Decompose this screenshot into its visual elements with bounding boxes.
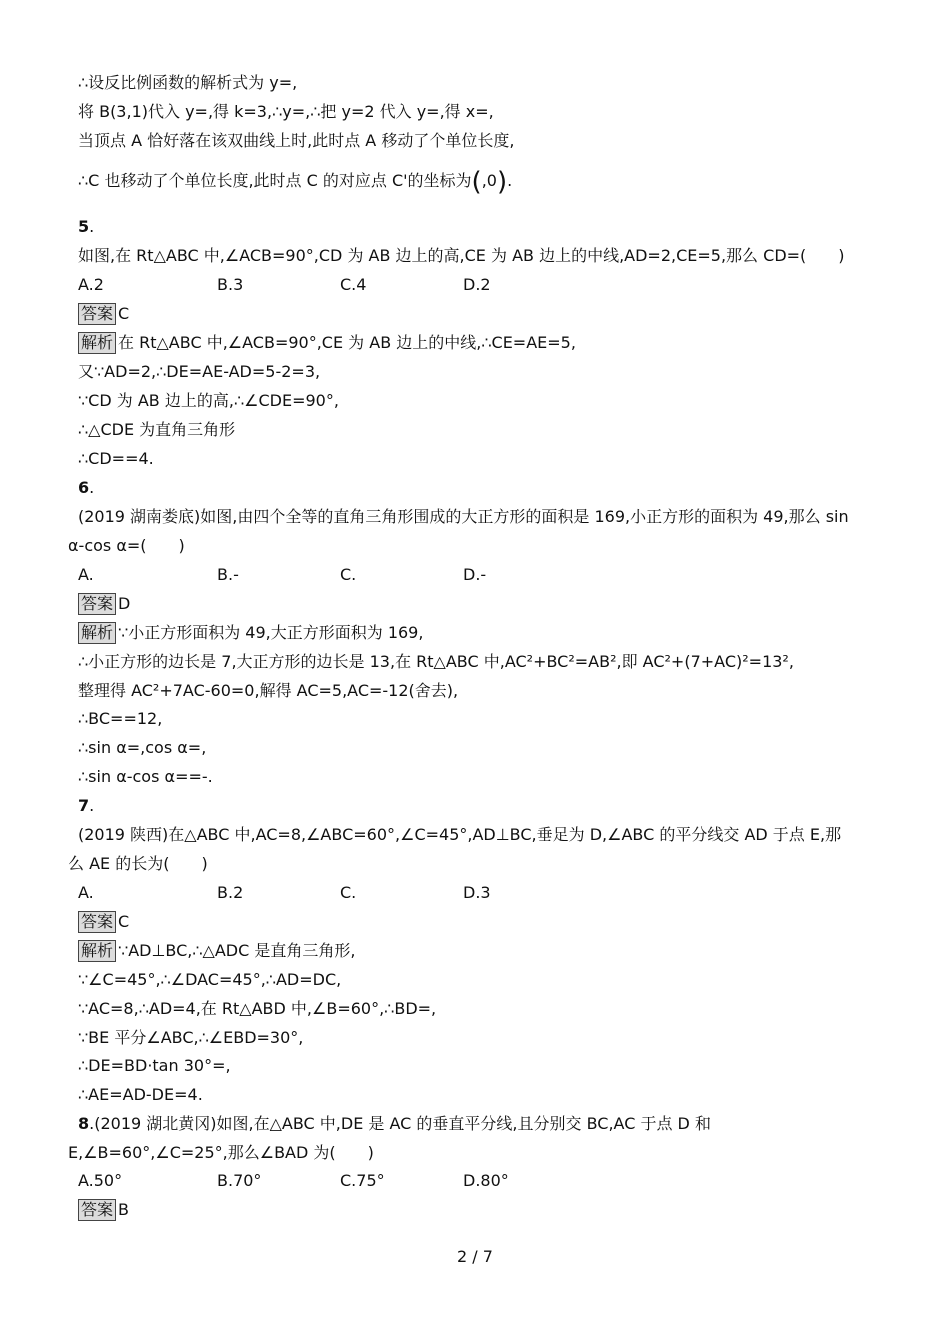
text-segment: ,0 bbox=[481, 171, 497, 190]
solution-line: ∵BE 平分∠ABC,∴∠EBD=30°, bbox=[78, 1028, 304, 1047]
analysis-line bbox=[78, 332, 576, 354]
question-stem-cont: 么 AE 的长为( ) bbox=[68, 854, 208, 873]
page-number: 2 / 7 bbox=[457, 1247, 493, 1266]
option-d: D.2 bbox=[463, 275, 491, 294]
question-number: 5. bbox=[78, 217, 95, 236]
solution-line: ∴AE=AD-DE=4. bbox=[78, 1085, 203, 1104]
solution-line: ∴BC==12, bbox=[78, 709, 163, 728]
paren-open: ( bbox=[471, 167, 482, 197]
analysis-line bbox=[78, 622, 423, 644]
option-c: C.75° bbox=[340, 1171, 385, 1190]
answer-value: B bbox=[118, 1200, 129, 1219]
solution-line: ∵小正方形面积为 49,大正方形面积为 169, bbox=[118, 623, 424, 642]
question-number: 8 bbox=[78, 1114, 90, 1133]
solution-line: ∴DE=BD·tan 30°=, bbox=[78, 1056, 231, 1075]
analysis-tag: 解析 bbox=[78, 622, 116, 644]
answer-line bbox=[78, 303, 129, 325]
text-segment: ∴C 也移动了个单位长度,此时点 C 的对应点 C'的坐标为 bbox=[78, 171, 472, 190]
paren-close: ) bbox=[496, 167, 508, 197]
question-stem: 如图,在 Rt△ABC 中,∠ACB=90°,CD 为 AB 边上的高,CE 为 AB 边上的中线,AD=2,CE=5,那么 CD=( ) bbox=[78, 246, 845, 265]
answer-tag: 答案 bbox=[78, 1199, 116, 1221]
question-stem bbox=[78, 1113, 711, 1135]
option-a: A. bbox=[78, 883, 94, 902]
solution-line: ∴小正方形的边长是 7,大正方形的边长是 13,在 Rt△ABC 中,AC²+BC²=AB²,即 AC²+(7+AC)²=13², bbox=[78, 652, 794, 671]
answer-line bbox=[78, 911, 129, 933]
solution-line: ∴sin α=,cos α=, bbox=[78, 738, 207, 757]
question-number: 7. bbox=[78, 796, 95, 815]
text-line bbox=[78, 167, 513, 197]
solution-line: 在 Rt△ABC 中,∠ACB=90°,CE 为 AB 边上的中线,∴CE=AE=5, bbox=[118, 333, 576, 352]
option-d: D.3 bbox=[463, 883, 491, 902]
question-stem-cont: α-cos α=( ) bbox=[68, 536, 185, 555]
question-number: 6. bbox=[78, 478, 95, 497]
question-stem: (2019 湖南娄底)如图,由四个全等的直角三角形围成的大正方形的面积是 169,小正方形的面积为 49,那么 sin bbox=[78, 507, 849, 526]
answer-tag: 答案 bbox=[78, 593, 116, 615]
option-a: A.50° bbox=[78, 1171, 123, 1190]
option-c: C. bbox=[340, 883, 357, 902]
analysis-tag: 解析 bbox=[78, 332, 116, 354]
answer-tag: 答案 bbox=[78, 303, 116, 325]
analysis-tag: 解析 bbox=[78, 940, 116, 962]
option-c: C.4 bbox=[340, 275, 367, 294]
option-a: A.2 bbox=[78, 275, 104, 294]
solution-line: ∴sin α-cos α==-. bbox=[78, 767, 213, 786]
text-line: 当顶点 A 恰好落在该双曲线上时,此时点 A 移动了个单位长度, bbox=[78, 131, 515, 150]
solution-line: ∵AD⊥BC,∴△ADC 是直角三角形, bbox=[118, 941, 356, 960]
answer-tag: 答案 bbox=[78, 911, 116, 933]
solution-line: 又∵AD=2,∴DE=AE-AD=5-2=3, bbox=[78, 362, 321, 381]
solution-line: ∵CD 为 AB 边上的高,∴∠CDE=90°, bbox=[78, 391, 339, 410]
answer-line bbox=[78, 1199, 129, 1221]
question-stem-cont: E,∠B=60°,∠C=25°,那么∠BAD 为( ) bbox=[68, 1143, 374, 1162]
answer-value: C bbox=[118, 304, 130, 323]
solution-line: ∴△CDE 为直角三角形 bbox=[78, 420, 236, 439]
solution-line: ∴CD==4. bbox=[78, 449, 154, 468]
option-b: B.- bbox=[217, 565, 239, 584]
option-d: D.- bbox=[463, 565, 487, 584]
question-stem-text: .(2019 湖北黄冈)如图,在△ABC 中,DE 是 AC 的垂直平分线,且分别交 BC,AC 于点 D 和 bbox=[89, 1114, 711, 1133]
answer-line bbox=[78, 593, 130, 615]
solution-line: 整理得 AC²+7AC-60=0,解得 AC=5,AC=-12(舍去), bbox=[78, 681, 459, 700]
option-a: A. bbox=[78, 565, 94, 584]
solution-line: ∵∠C=45°,∴∠DAC=45°,∴AD=DC, bbox=[78, 970, 342, 989]
option-b: B.70° bbox=[217, 1171, 262, 1190]
text-segment: . bbox=[507, 171, 513, 190]
option-b: B.2 bbox=[217, 883, 244, 902]
option-b: B.3 bbox=[217, 275, 244, 294]
text-line: 将 B(3,1)代入 y=,得 k=3,∴y=,∴把 y=2 代入 y=,得 x=, bbox=[78, 102, 494, 121]
answer-value: C bbox=[118, 912, 130, 931]
question-stem: (2019 陕西)在△ABC 中,AC=8,∠ABC=60°,∠C=45°,AD⊥BC,垂足为 D,∠ABC 的平分线交 AD 于点 E,那 bbox=[78, 825, 842, 844]
text-line: ∴设反比例函数的解析式为 y=, bbox=[78, 73, 298, 92]
analysis-line bbox=[78, 940, 355, 962]
option-c: C. bbox=[340, 565, 357, 584]
option-d: D.80° bbox=[463, 1171, 509, 1190]
answer-value: D bbox=[118, 594, 131, 613]
solution-line: ∵AC=8,∴AD=4,在 Rt△ABD 中,∠B=60°,∴BD=, bbox=[78, 999, 437, 1018]
